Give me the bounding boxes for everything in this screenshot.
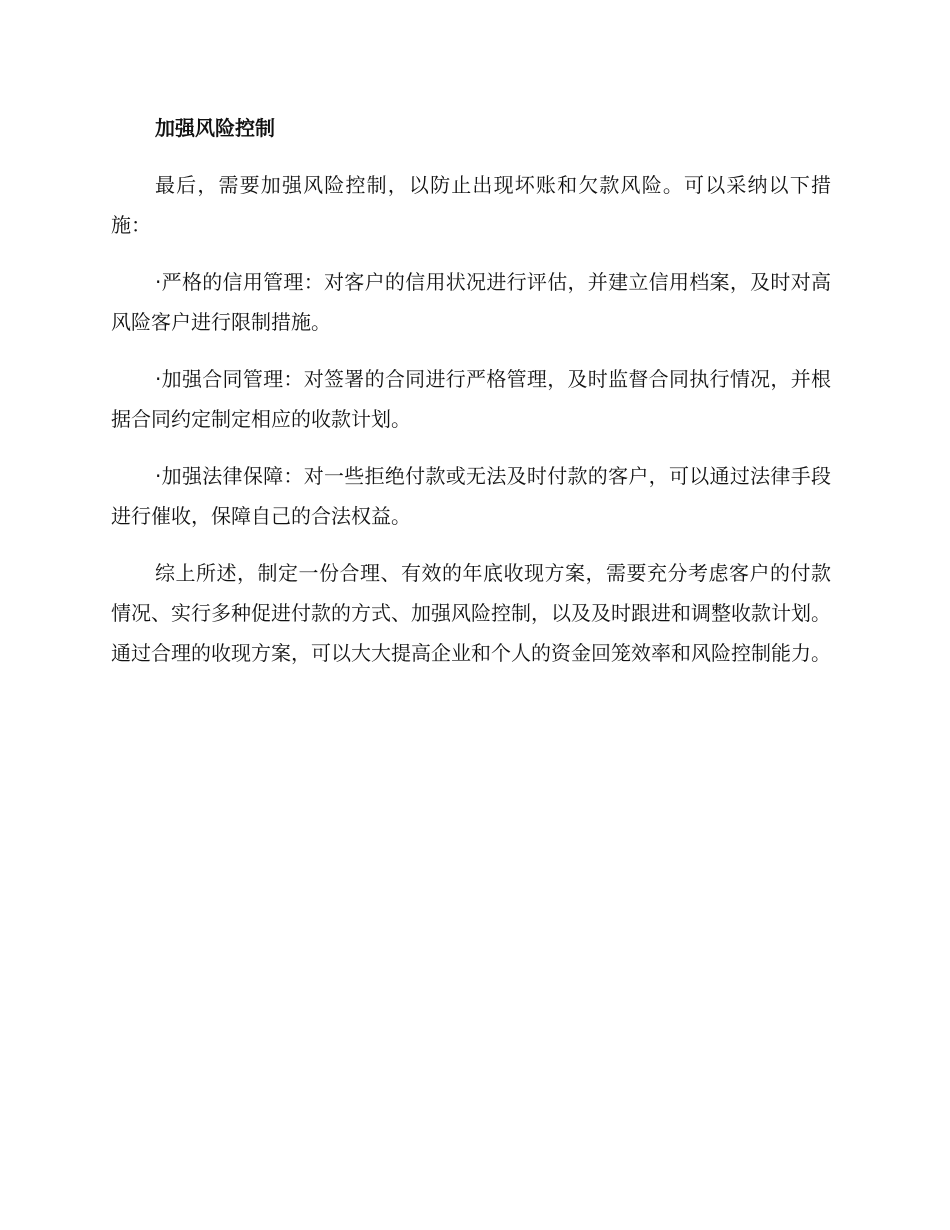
measure-contract-management: ·加强合同管理：对签署的合同进行严格管理，及时监督合同执行情况，并根据合同约定制定相应的收款计划。	[111, 367, 831, 431]
document-body	[111, 108, 831, 690]
measure-credit-management: ·严格的信用管理：对客户的信用状况进行评估，并建立信用档案，及时对高风险客户进行限制措施。	[111, 270, 831, 334]
section-heading: 加强风险控制	[155, 116, 275, 140]
conclusion-paragraph: 综上所述，制定一份合理、有效的年底收现方案，需要充分考虑客户的付款情况、实行多种促进付款的方式、加强风险控制，以及及时跟进和调整收款计划。通过合理的收现方案，可以大大提高企业和个人的资金回笼效率和风险控制能力。	[111, 561, 831, 665]
measure-legal-protection: ·加强法律保障：对一些拒绝付款或无法及时付款的客户，可以通过法律手段进行催收，保障自己的合法权益。	[111, 464, 831, 528]
intro-paragraph: 最后，需要加强风险控制，以防止出现坏账和欠款风险。可以采纳以下措施：	[111, 173, 831, 237]
